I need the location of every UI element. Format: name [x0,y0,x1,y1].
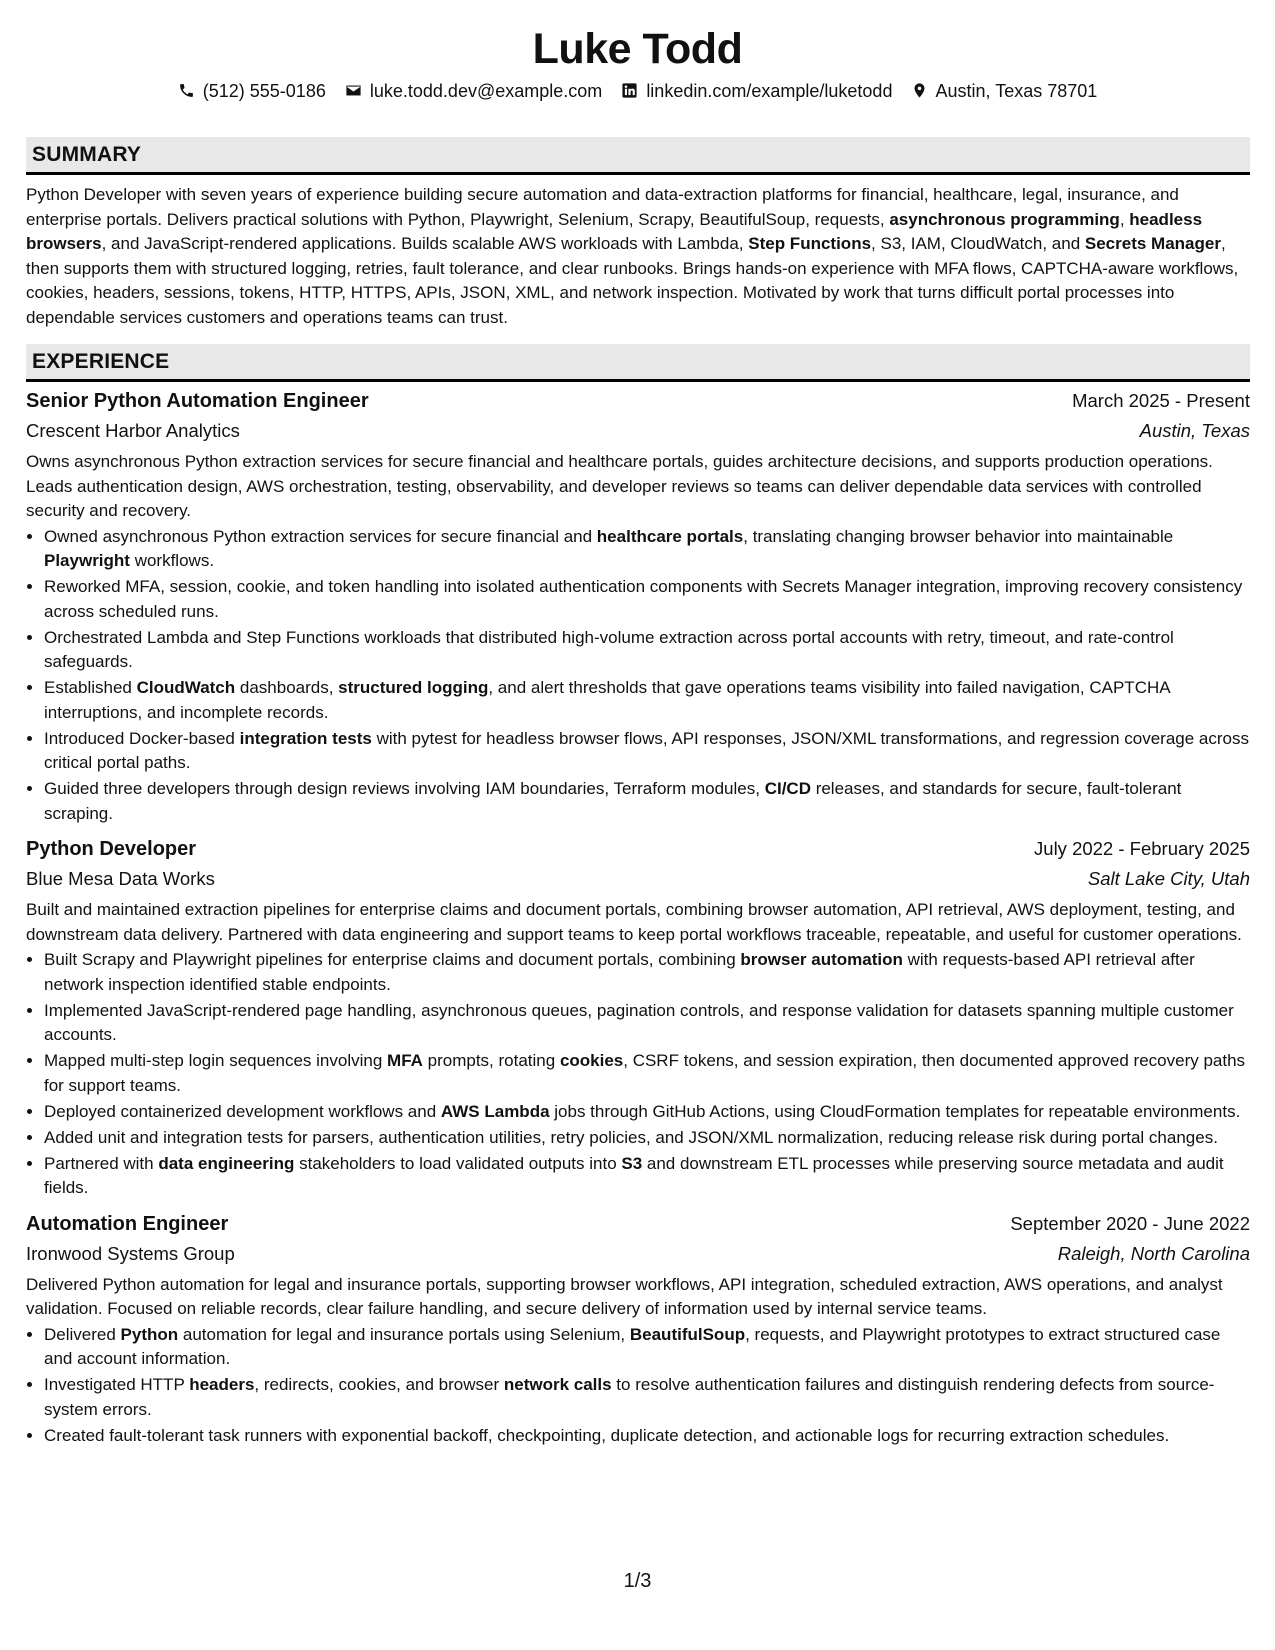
text-segment: Investigated HTTP [44,1375,190,1394]
text-segment: Established [44,678,137,697]
summary-text [26,183,1250,330]
experience-heading: EXPERIENCE [26,344,1250,382]
bold-keyword: CloudWatch [136,678,236,697]
contact-email[interactable] [345,79,602,103]
text-segment: , redirects, cookies, and browser [254,1375,504,1394]
resume-header [0,22,1275,103]
job-location: Salt Lake City, Utah [1087,868,1250,889]
job-bullets [26,1323,1250,1449]
text-segment: Delivered [44,1324,121,1344]
summary-heading: SUMMARY [26,137,1250,175]
text-segment: jobs through GitHub Actions, using CloudFormation templates for repeatable environments. [549,1101,1241,1121]
job-title: Senior Python Automation Engineer [26,390,369,412]
job-dates: July 2022 - February 2025 [1034,838,1250,859]
text-segment: Python Developer with seven years of experience building secure automation and data-extraction platforms for financial, healthcare, legal, insurance, and enterprise portals. Delivers practical solutions with Python, Playwright, Selenium, Scrapy, BeautifulSoup, requests, [26,185,1179,229]
contact-location [911,79,1097,103]
bullet-item [44,1100,1250,1125]
email-address[interactable]: luke.todd.dev@example.com [369,81,603,101]
text-segment: , [1119,209,1130,229]
bullet-item [44,1152,1250,1201]
bold-keyword: network calls [503,1375,612,1394]
bullet-item [44,727,1250,776]
text-segment: Orchestrated Lambda and Step Functions workloads that distributed high-volume extraction across portal accounts with retry, timeout, and rate-control safeguards. [44,627,1174,671]
text-segment: , and JavaScript-rendered applications. Builds scalable AWS workloads with Lambda, [101,234,749,253]
bullet-item [44,1424,1250,1449]
job-entry [26,1209,1250,1449]
bold-keyword: BeautifulSoup [629,1324,746,1344]
text-segment: , requests, and Playwright prototypes to extract structured case and account information. [44,1324,1221,1368]
bullet-item [44,525,1250,574]
bullet-item [44,1373,1250,1422]
job-header [26,1209,1250,1239]
job-company: Ironwood Systems Group [26,1242,235,1264]
bold-keyword: browser automation [740,950,903,969]
envelope-icon [345,81,370,101]
text-segment: , translating changing browser behavior into maintainable [743,526,1174,546]
candidate-name: Luke Todd [532,25,743,73]
text-segment: with requests-based API retrieval after network inspection identified stable endpoints. [44,950,1195,994]
bold-keyword: structured logging [338,678,489,697]
bullet-item [44,1126,1250,1151]
bold-keyword: headless browsers [26,209,1203,253]
job-location: Raleigh, North Carolina [1057,1242,1250,1264]
job-title: Python Developer [26,838,197,860]
bullet-item [44,676,1250,725]
job-subheader [26,1239,1250,1269]
text-segment: dashboards, [235,678,339,697]
bold-keyword: Step Functions [748,234,872,253]
text-segment: automation for legal and insurance portals using Selenium, [178,1324,630,1344]
job-description: Built and maintained extraction pipelines for enterprise claims and document portals, combining browser automation, API retrieval, AWS deployment, testing, and downstream data delivery. Partnered with data engineering and support teams to keep portal workflows traceable, repeatable, and useful for customer operations. [26,900,1242,944]
bullet-item [44,1323,1250,1372]
job-company: Blue Mesa Data Works [26,868,215,889]
bullet-item [44,999,1250,1048]
job-entry [26,386,1250,826]
text-segment: , and alert thresholds that gave operations teams visibility into failed navigation, CAPTCHA interruptions, and incomplete records. [44,678,1170,722]
job-dates: September 2020 - June 2022 [1010,1212,1250,1234]
text-segment: stakeholders to load validated outputs into [294,1153,622,1173]
text-segment: Implemented JavaScript-rendered page handling, asynchronous queues, pagination controls, and response validation for datasets spanning multiple customer accounts. [44,1000,1234,1044]
text-segment: releases, and standards for secure, fault-tolerant scraping. [44,779,1182,823]
experience-list [26,386,1250,1448]
bold-keyword: Playwright [44,551,130,570]
page-number: 1/3 [623,1570,652,1592]
bold-keyword: headers [189,1375,255,1394]
bold-keyword: integration tests [239,728,372,748]
text-segment: to resolve authentication failures and distinguish rendering defects from source-system errors. [44,1375,1215,1419]
job-description: Delivered Python automation for legal and insurance portals, supporting browser workflows, API integration, scheduled extraction, AWS operations, and analyst validation. Focused on reliable records, clear failure handling, and secure delivery of information used by internal service teams. [26,1274,1223,1318]
bullet-item [44,575,1250,624]
text-segment: Partnered with [44,1153,159,1173]
bold-keyword: data engineering [158,1153,295,1173]
job-title: Automation Engineer [26,1212,229,1235]
job-entry [26,834,1250,1201]
contact-line [0,79,1275,103]
text-segment: Owned asynchronous Python extraction services for secure financial and [44,526,597,546]
bold-keyword: Python [120,1324,179,1344]
text-segment: Built Scrapy and Playwright pipelines for enterprise claims and document portals, combining [44,950,741,969]
job-location: Austin, Texas [1139,420,1250,441]
bold-keyword: CI/CD [764,779,811,798]
text-segment: Added unit and integration tests for parsers, authentication utilities, retry policies, and JSON/XML normalization, reducing release risk during portal changes. [44,1127,1218,1147]
job-dates: March 2025 - Present [1072,390,1250,411]
text-segment: workflows. [129,551,215,570]
job-subheader [26,864,1250,894]
text-segment: with pytest for headless browser flows, API responses, JSON/XML transformations, and regression coverage across critical portal paths. [44,728,1250,772]
phone-icon [178,81,203,101]
text-segment: , S3, IAM, CloudWatch, and [871,234,1085,253]
job-subheader [26,416,1250,446]
bullet-item [44,626,1250,675]
contact-phone [178,79,326,103]
bullet-item [44,948,1250,997]
linkedin-url[interactable]: linkedin.com/example/luketodd [646,81,893,101]
job-header [26,834,1250,864]
bold-keyword: AWS Lambda [440,1101,550,1121]
job-description: Owns asynchronous Python extraction services for secure financial and healthcare portals, guides architecture decisions, and supports production operations. Leads authentication design, AWS orchestration, testing, observability, and developer reviews so teams can deliver dependable data services with controlled security and recovery. [26,452,1213,520]
text-segment: Deployed containerized development workflows and [44,1101,441,1121]
text-segment: Created fault-tolerant task runners with exponential backoff, checkpointing, duplicate detection, and actionable logs for recurring extraction schedules. [44,1425,1170,1445]
text-segment: prompts, rotating [422,1051,560,1070]
location-text: Austin, Texas 78701 [935,81,1098,101]
text-segment: and downstream ETL processes while preserving source metadata and audit fields. [44,1153,1224,1197]
text-segment: Reworked MFA, session, cookie, and token handling into isolated authentication components with Secrets Manager integration, improving recovery consistency across scheduled runs. [44,577,1243,621]
bold-keyword: MFA [387,1051,423,1070]
job-bullets [26,525,1250,827]
bullet-item [44,777,1250,826]
contact-linkedin[interactable] [621,79,892,103]
text-segment: , CSRF tokens, and session expiration, then documented approved recovery paths for support teams. [44,1051,1246,1095]
bold-keyword: cookies [559,1051,624,1070]
bold-keyword: Secrets Manager [1084,234,1221,253]
job-company: Crescent Harbor Analytics [26,420,240,441]
bold-keyword: healthcare portals [596,526,744,546]
phone-number: (512) 555-0186 [202,81,326,101]
resume-content [26,137,1250,1456]
map-pin-icon [911,81,935,101]
bold-keyword: asynchronous programming [889,209,1120,229]
linkedin-icon [621,81,646,101]
job-header [26,386,1250,416]
text-segment: Introduced Docker-based [44,728,240,748]
job-bullets [26,948,1250,1201]
bullet-item [44,1049,1250,1098]
text-segment: Mapped multi-step login sequences involving [44,1051,388,1070]
text-segment: , then supports them with structured logging, retries, fault tolerance, and clear runbooks. Brings hands-on experience with MFA flows, CAPTCHA-aware workflows, cookies, headers, sessions, tokens, HTTP, HTTPS, APIs, JSON, XML, and network inspection. Motivated by work that turns difficult portal processes into dependable services customers and operations teams can trust. [26,234,1239,327]
text-segment: Guided three developers through design reviews involving IAM boundaries, Terraform modules, [44,779,765,798]
bold-keyword: S3 [621,1153,643,1173]
